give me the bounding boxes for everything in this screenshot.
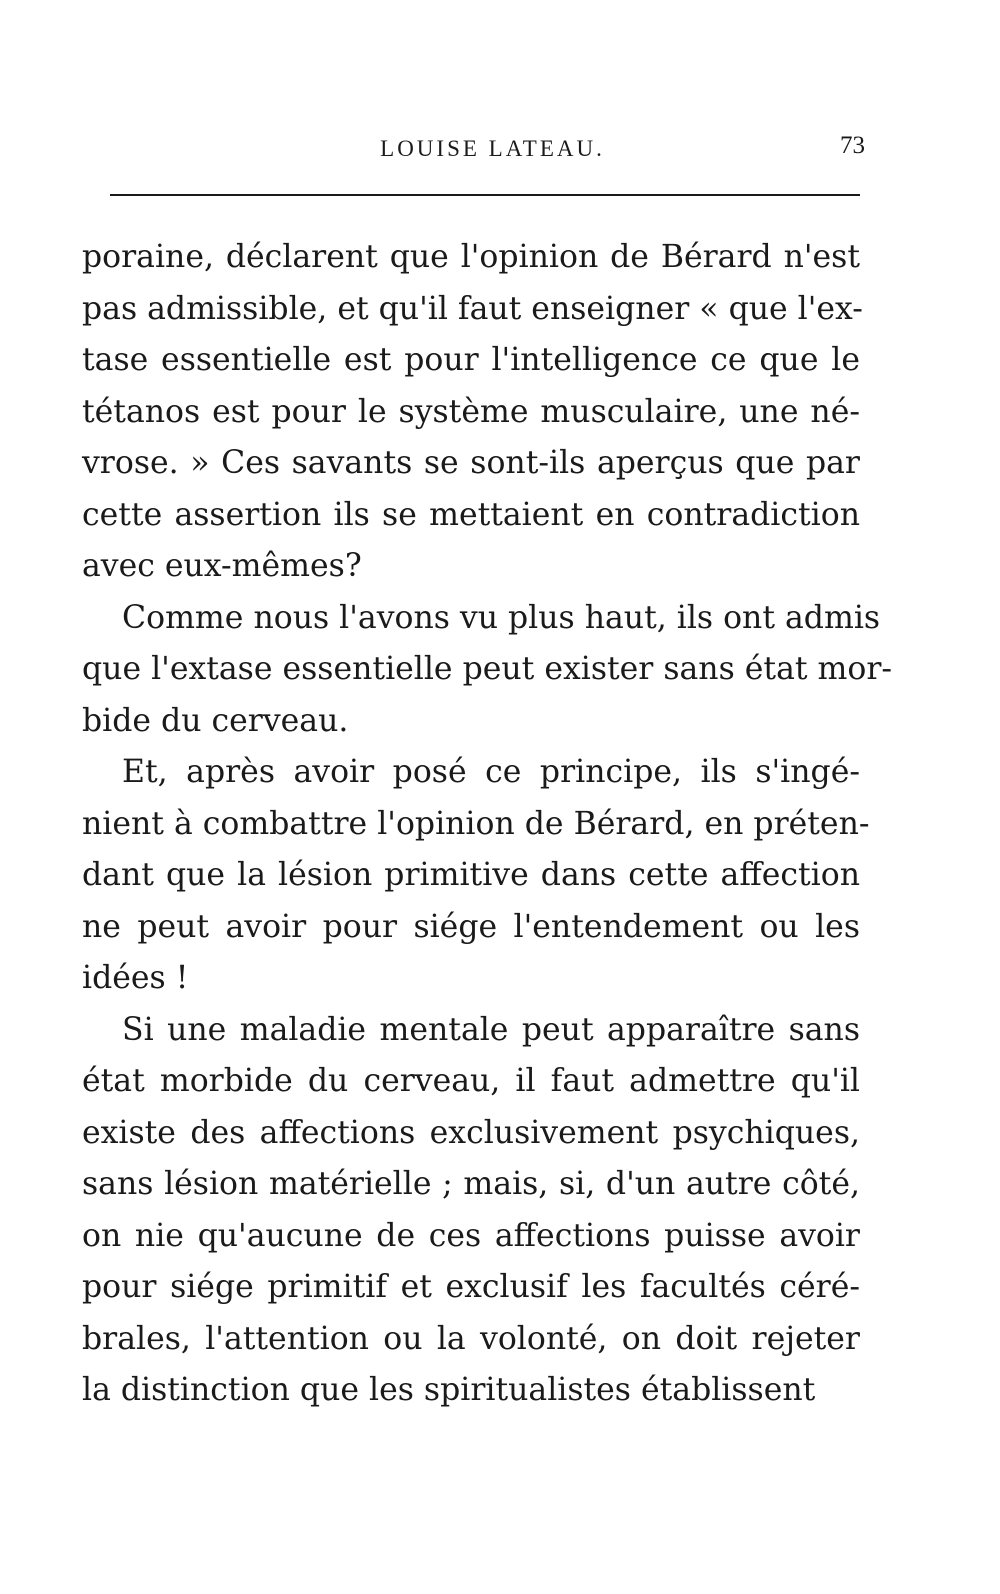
text-line: existe des affections exclusivement psychiques, (82, 1114, 860, 1151)
text-line: tase essentielle est pour l'intelligence ce que le (82, 342, 860, 378)
text-line: la distinction que les spiritualistes établissent (82, 1372, 816, 1408)
page-number: 73 (840, 132, 865, 159)
text-line: ne peut avoir pour siége l'entendement ou les (82, 908, 860, 945)
running-head (120, 126, 865, 166)
text-line: poraine, déclarent que l'opinion de Bérard n'est (82, 239, 860, 275)
running-title: LOUISE LATEAU. (380, 136, 605, 161)
paragraph (82, 232, 863, 593)
text-line: sans lésion matérielle ; mais, si, d'un autre côté, (82, 1166, 860, 1202)
text-line: que l'extase essentielle peut exister sans état mor- (82, 651, 893, 687)
text-line: vrose. » Ces savants se sont-ils aperçus que par (82, 445, 860, 481)
paragraph (82, 1005, 860, 1417)
text-line: pour siége primitif et exclusif les facultés céré- (82, 1269, 860, 1305)
text-line: on nie qu'aucune de ces affections puisse avoir (82, 1217, 860, 1254)
text-line: dant que la lésion primitive dans cette affection (82, 857, 860, 893)
text-line: état morbide du cerveau, il faut admettre qu'il (82, 1063, 860, 1099)
text-line: cette assertion ils se mettaient en contradiction (82, 496, 860, 533)
text-line: avec eux-mêmes? (82, 548, 362, 584)
paragraph (82, 747, 870, 1005)
text-line: bide du cerveau. (82, 702, 349, 739)
text-line: brales, l'attention ou la volonté, on doit rejeter (82, 1320, 860, 1357)
body-text (82, 232, 893, 1417)
text-line: tétanos est pour le système musculaire, une né- (82, 393, 860, 430)
text-line: nient à combattre l'opinion de Bérard, en préten- (82, 805, 870, 842)
text-line: Si une maladie mentale peut apparaître sans (122, 1011, 860, 1048)
header-rule (110, 194, 860, 196)
text-line: Et, après avoir posé ce principe, ils s'ingé- (122, 754, 860, 790)
text-line: idées ! (82, 960, 189, 996)
paragraph (82, 593, 893, 748)
text-line: Comme nous l'avons vu plus haut, ils ont admis (122, 599, 881, 636)
text-line: pas admissible, et qu'il faut enseigner « que l'ex- (82, 290, 863, 327)
